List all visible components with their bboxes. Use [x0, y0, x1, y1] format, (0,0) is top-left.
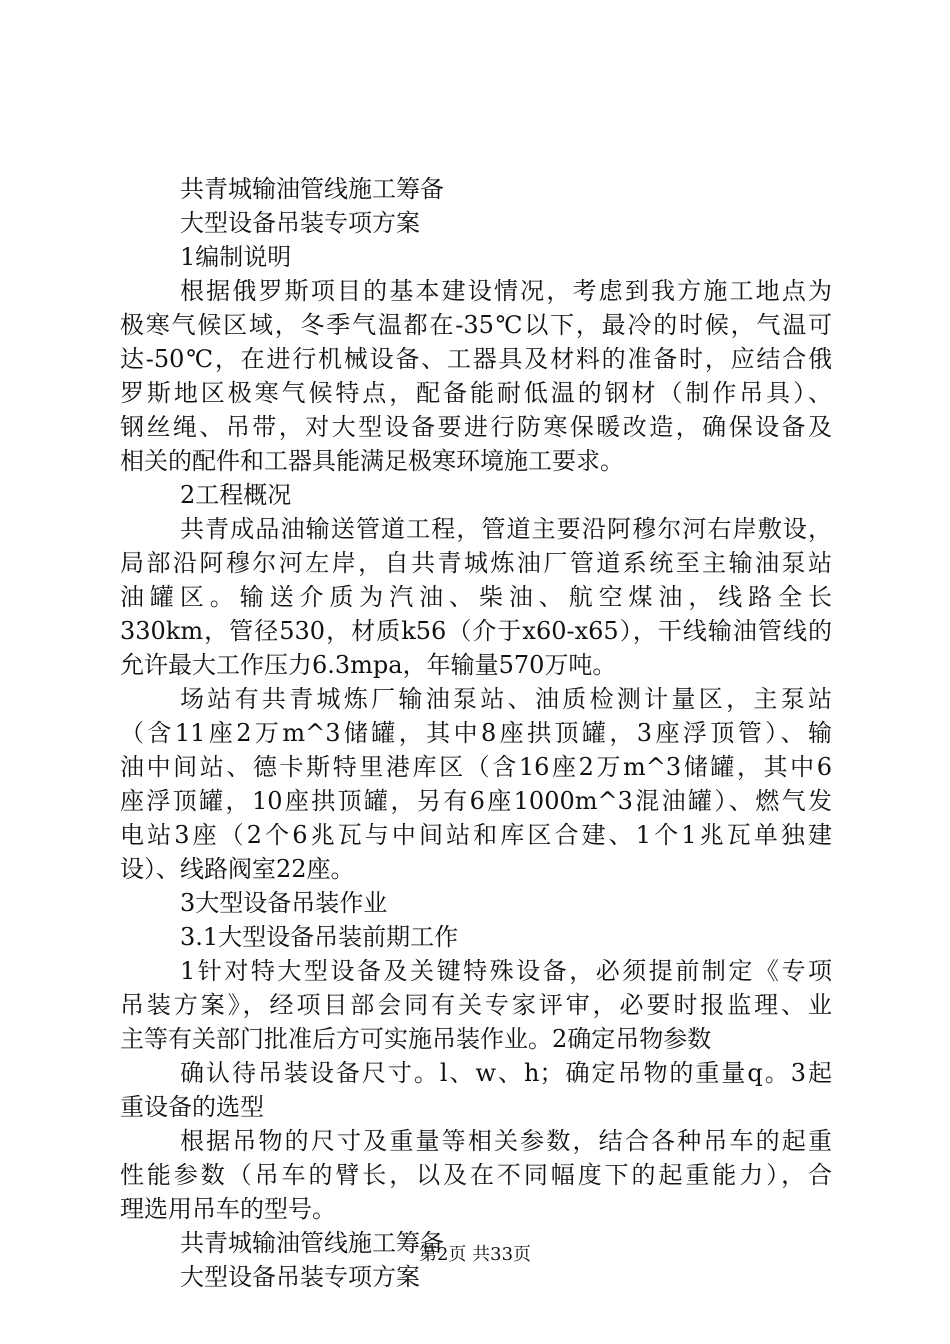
paragraph-line: 钢丝绳、吊带，对大型设备要进行防寒保暖改造，确保设备及 [120, 413, 832, 441]
paragraph-line: 330km，管径530，材质k56（介于x60-x65），干线输油管线的 [120, 617, 832, 645]
paragraph-line: 电站3座（2个6兆瓦与中间站和库区合建、1个1兆瓦单独建 [120, 821, 832, 849]
paragraph-crane-selection [120, 1124, 832, 1226]
paragraph-line: 吊装方案》，经项目部会同有关专家评审，必要时报监理、业 [120, 991, 832, 1019]
paragraph-line: 1针对特大型设备及关键特殊设备，必须提前制定《专项 [180, 957, 832, 985]
paragraph-line: 确认待吊装设备尺寸。l、w、h；确定吊物的重量q。3起 [180, 1059, 832, 1087]
paragraph-preparation-notes [120, 274, 832, 478]
section-heading-3: 3大型设备吊装作业 [180, 889, 388, 917]
paragraph-line: 重设备的选型 [120, 1093, 264, 1121]
paragraph-line: 场站有共青城炼厂输油泵站、油质检测计量区，主泵站 [180, 685, 832, 713]
doc-title: 共青城输油管线施工筹备 [180, 175, 444, 203]
paragraph-line: 设）、线路阀室22座。 [120, 855, 355, 883]
section-heading-3-1: 3.1大型设备吊装前期工作 [180, 923, 459, 951]
paragraph-line: 共青成品油输送管道工程，管道主要沿阿穆尔河右岸敷设， [180, 515, 832, 543]
paragraph-line: 性能参数（吊车的臂长，以及在不同幅度下的起重能力），合 [120, 1161, 832, 1189]
page-number-footer: 第2页 共33页 [418, 1244, 532, 1265]
paragraph-line: （含11座2万m^3储罐，其中8座拱顶罐，3座浮顶管）、输 [120, 719, 832, 747]
doc-subtitle-repeat: 大型设备吊装专项方案 [180, 1263, 420, 1291]
paragraph-line: 根据吊物的尺寸及重量等相关参数，结合各种吊车的起重 [180, 1127, 832, 1155]
paragraph-lifting-plan [120, 954, 832, 1056]
section-heading-1: 1编制说明 [180, 243, 292, 271]
paragraph-line: 油中间站、德卡斯特里港库区（含16座2万m^3储罐，其中6 [120, 753, 832, 781]
doc-subtitle: 大型设备吊装专项方案 [180, 209, 420, 237]
paragraph-line: 理选用吊车的型号。 [120, 1195, 336, 1223]
doc-title-repeat: 共青城输油管线施工筹备 [180, 1229, 444, 1257]
paragraph-line: 座浮顶罐，10座拱顶罐，另有6座1000m^3混油罐）、燃气发 [120, 787, 832, 815]
paragraph-line: 主等有关部门批准后方可实施吊装作业。2确定吊物参数 [120, 1025, 712, 1053]
paragraph-line: 局部沿阿穆尔河左岸，自共青城炼油厂管道系统至主输油泵站 [120, 549, 832, 577]
paragraph-line: 罗斯地区极寒气候特点，配备能耐低温的钢材（制作吊具）、 [120, 379, 832, 407]
paragraph-line: 极寒气候区域，冬季气温都在-35℃以下，最冷的时候，气温可 [120, 311, 832, 339]
paragraph-line: 根据俄罗斯项目的基本建设情况，考虑到我方施工地点为 [180, 277, 832, 305]
paragraph-line: 允许最大工作压力6.3mpa，年输量570万吨。 [120, 651, 617, 679]
section-heading-2: 2工程概况 [180, 481, 292, 509]
paragraph-project-overview [120, 512, 832, 682]
paragraph-line: 油罐区。输送介质为汽油、柴油、航空煤油，线路全长 [120, 583, 832, 611]
paragraph-stations [120, 682, 832, 886]
paragraph-line: 相关的配件和工器具能满足极寒环境施工要求。 [120, 447, 624, 475]
document-body [120, 172, 832, 1294]
paragraph-line: 达-50℃，在进行机械设备、工器具及材料的准备时，应结合俄 [120, 345, 832, 373]
paragraph-equipment-size [120, 1056, 832, 1124]
